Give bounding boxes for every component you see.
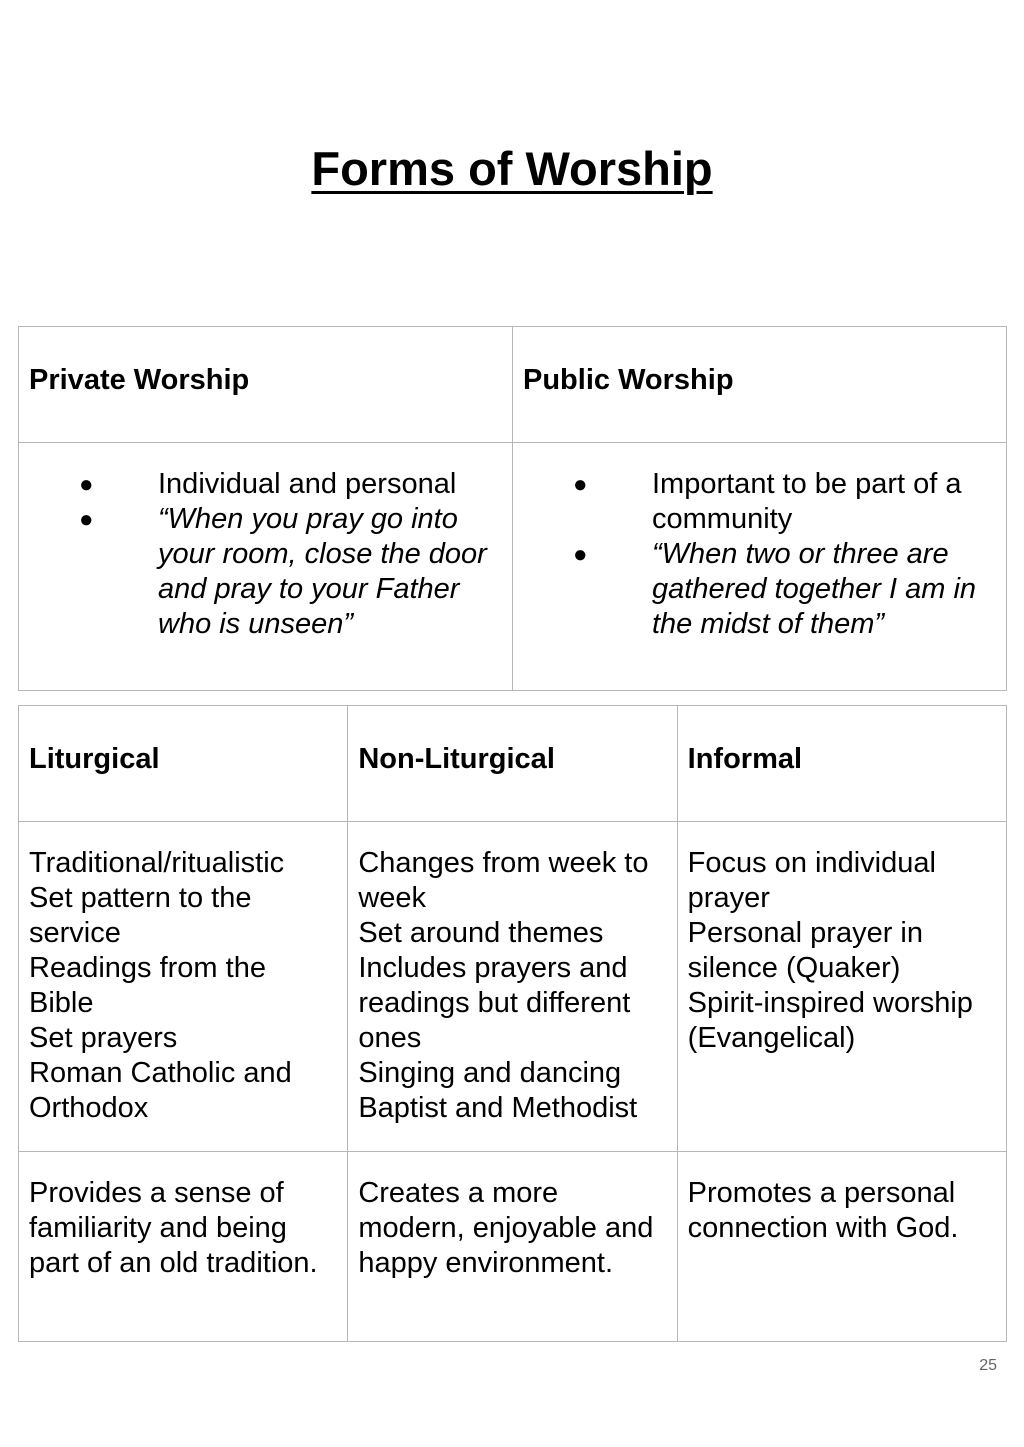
private-worship-cell: [19, 443, 513, 691]
bullet-icon: ●: [573, 541, 588, 568]
feature-line: Roman Catholic and Orthodox: [29, 1057, 292, 1124]
list-item-text: Important to be part of a community: [652, 468, 962, 535]
feature-line: Spirit-inspired worship (Evangelical): [687, 987, 973, 1054]
informal-features-cell: [677, 822, 1006, 1152]
page-number: 25: [979, 1357, 997, 1374]
bullet-icon: ●: [79, 506, 94, 533]
feature-line: Traditional/ritualistic: [29, 847, 285, 879]
non-liturgical-heading: Non-Liturgical: [348, 706, 677, 822]
private-worship-heading: Private Worship: [19, 327, 513, 443]
table-header-row: [19, 706, 1007, 822]
non-liturgical-features-cell: [348, 822, 677, 1152]
feature-line: Focus on individual prayer: [687, 847, 936, 914]
feature-line: Includes prayers and readings but different ones: [358, 952, 631, 1054]
table-row: [19, 443, 1007, 691]
liturgical-benefit-cell: Provides a sense of familiarity and being part of an old tradition.: [19, 1152, 348, 1342]
bullet-icon: ●: [79, 471, 94, 498]
page-title: Forms of Worship: [311, 142, 713, 195]
feature-line: Set prayers: [29, 1022, 178, 1054]
list-item-text: “When two or three are gathered together I am in the midst of them”: [652, 538, 977, 640]
list-item-text: Individual and personal: [158, 468, 457, 500]
public-worship-list: [523, 467, 996, 642]
feature-line: Personal prayer in silence (Quaker): [687, 917, 923, 984]
list-item: [523, 467, 996, 537]
list-item-text: “When you pray go into your room, close the door and pray to your Father who is unseen”: [158, 503, 487, 640]
table-row: [19, 822, 1007, 1152]
feature-line: Singing and dancing: [358, 1057, 622, 1089]
informal-benefit-cell: Promotes a personal connection with God.: [677, 1152, 1006, 1342]
public-worship-heading: Public Worship: [513, 327, 1007, 443]
feature-line: Baptist and Methodist: [358, 1092, 638, 1124]
feature-line: Changes from week to week: [358, 847, 649, 914]
table-row: [19, 1152, 1007, 1342]
list-item: [523, 537, 996, 642]
non-liturgical-benefit-cell: Creates a more modern, enjoyable and happy environment.: [348, 1152, 677, 1342]
liturgical-features-cell: [19, 822, 348, 1152]
list-item: [29, 467, 502, 502]
worship-types-table: [18, 326, 1007, 691]
bullet-icon: ●: [573, 471, 588, 498]
public-worship-cell: [513, 443, 1007, 691]
worship-styles-table: [18, 705, 1007, 1342]
feature-line: Readings from the Bible: [29, 952, 266, 1019]
list-item: [29, 502, 502, 642]
informal-heading: Informal: [677, 706, 1006, 822]
table-header-row: [19, 327, 1007, 443]
feature-line: Set around themes: [358, 917, 604, 949]
liturgical-heading: Liturgical: [19, 706, 348, 822]
private-worship-list: [29, 467, 502, 642]
feature-line: Set pattern to the service: [29, 882, 252, 949]
